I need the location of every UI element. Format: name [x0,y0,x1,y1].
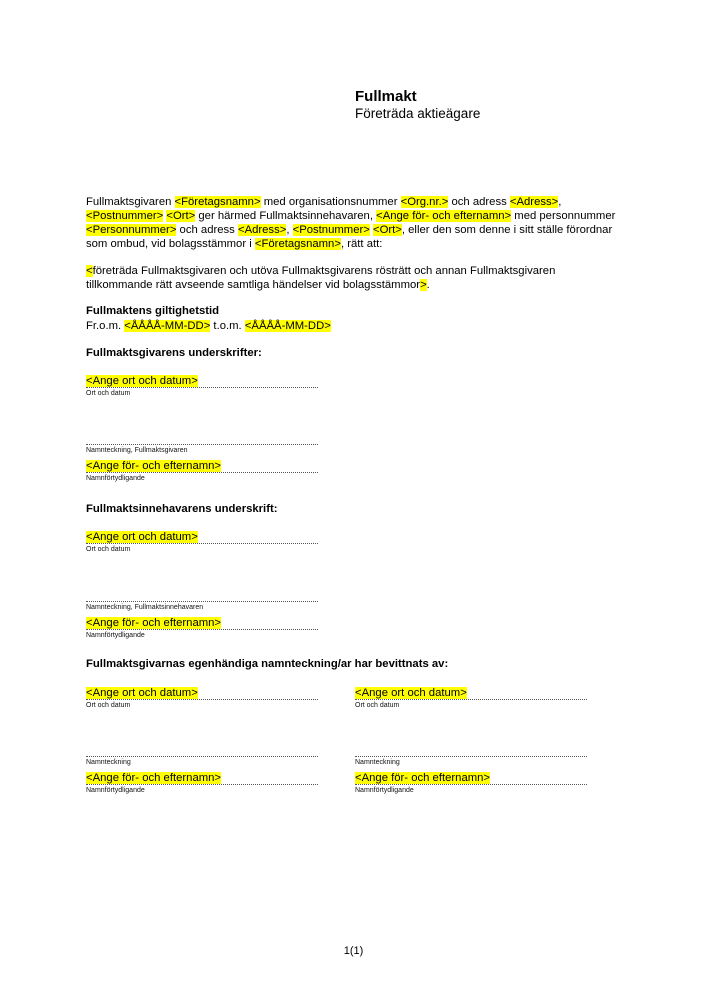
scope-open-marker: < [86,265,93,277]
witness1-place-caption: Ort och datum [86,702,131,709]
holder-name-line [86,629,318,630]
address-placeholder[interactable]: <Adress> [509,196,559,208]
giver-place-caption: Ort och datum [86,390,131,397]
document-title: Fullmakt [355,88,417,105]
holder-address-placeholder[interactable]: <Adress> [237,224,287,236]
witness-heading: Fullmaktsgivarnas egenhändiga namnteckning/ar har bevittnats av: [86,658,449,670]
holder-place-line [86,543,318,544]
giver-place-date-placeholder[interactable]: <Ange ort och datum> [86,375,198,387]
witness2-place-line [355,699,587,700]
witness1-name-placeholder[interactable]: <Ange för- och efternamn> [86,772,222,784]
holder-postcode-placeholder[interactable]: <Postnummer> [292,224,370,236]
witness2-signature-caption: Namnteckning [355,759,400,766]
holder-place-date-placeholder[interactable]: <Ange ort och datum> [86,531,198,543]
intro-text: , rätt att: [340,238,383,250]
from-label: Fr.o.m. [86,320,125,332]
scope-end: . [426,279,430,291]
holder-name-placeholder[interactable]: <Ange för- och efternamn> [376,210,512,222]
giver-name-placeholder[interactable]: <Ange för- och efternamn> [86,460,222,472]
giver-place-line [86,387,318,388]
city-placeholder[interactable]: <Ort> [166,210,196,222]
company-placeholder-2[interactable]: <Företagsnamn> [254,238,341,250]
intro-text: och adress [176,224,238,236]
witness1-name-caption: Namnförtydligande [86,787,145,794]
company-placeholder[interactable]: <Företagsnamn> [174,196,261,208]
holder-name-placeholder[interactable]: <Ange för- och efternamn> [86,617,222,629]
intro-text: , [286,224,293,236]
holder-city-placeholder[interactable]: <Ort> [372,224,402,236]
scope-close-marker: > [420,279,427,291]
holder-place-caption: Ort och datum [86,546,131,553]
witness2-signature-line[interactable] [355,756,587,757]
witness2-name-caption: Namnförtydligande [355,787,414,794]
witness2-name-placeholder[interactable]: <Ange för- och efternamn> [355,772,491,784]
holder-signature-line[interactable] [86,601,318,602]
scope-paragraph [86,264,606,292]
intro-text: med personnummer [511,210,616,222]
document-subtitle: Företräda aktieägare [355,106,481,121]
validity-line [86,319,331,333]
orgnr-placeholder[interactable]: <Org.nr.> [400,196,449,208]
giver-name-line [86,472,318,473]
page-number: 1(1) [343,945,364,957]
to-date-placeholder[interactable]: <ÅÅÅÅ-MM-DD> [244,320,331,332]
witness1-name-line [86,784,318,785]
intro-text: ger härmed Fullmaktsinnehavaren, [195,210,377,222]
intro-text: och adress [448,196,510,208]
witness1-signature-line[interactable] [86,756,318,757]
witness2-name-line [355,784,587,785]
intro-text: , [558,196,562,208]
giver-signature-line[interactable] [86,444,318,445]
intro-text: , eller den som denne i sitt ställe förordnar som ombud, vid bolagsstämmor i [86,224,613,250]
validity-heading: Fullmaktens giltighetstid [86,305,220,317]
to-label: t.o.m. [210,320,245,332]
witness2-place-date-placeholder[interactable]: <Ange ort och datum> [355,687,467,699]
witness1-place-date-placeholder[interactable]: <Ange ort och datum> [86,687,198,699]
holder-name-caption: Namnförtydligande [86,632,145,639]
intro-text: Fullmaktsgivaren [86,196,175,208]
giver-signature-caption: Namnteckning, Fullmaktsgivaren [86,447,188,454]
holder-signature-heading: Fullmaktsinnehavarens underskrift: [86,503,278,515]
holder-signature-caption: Namnteckning, Fullmaktsinnehavaren [86,604,204,611]
witness2-place-caption: Ort och datum [355,702,400,709]
from-date-placeholder[interactable]: <ÅÅÅÅ-MM-DD> [124,320,211,332]
giver-name-caption: Namnförtydligande [86,475,145,482]
intro-text: med organisationsnummer [260,196,401,208]
witness1-signature-caption: Namnteckning [86,759,131,766]
scope-text[interactable]: företräda Fullmaktsgivaren och utöva Fullmaktsgivarens rösträtt och annan Fullmaktsgivaren tillkommande rätt avseende samtliga händelser vid bolagsstämmor [86,265,556,291]
postcode-placeholder[interactable]: <Postnummer> [86,210,164,222]
giver-signatures-heading: Fullmaktsgivarens underskrifter: [86,347,262,359]
intro-paragraph [86,195,631,251]
personnr-placeholder[interactable]: <Personnummer> [86,224,177,236]
witness1-place-line [86,699,318,700]
